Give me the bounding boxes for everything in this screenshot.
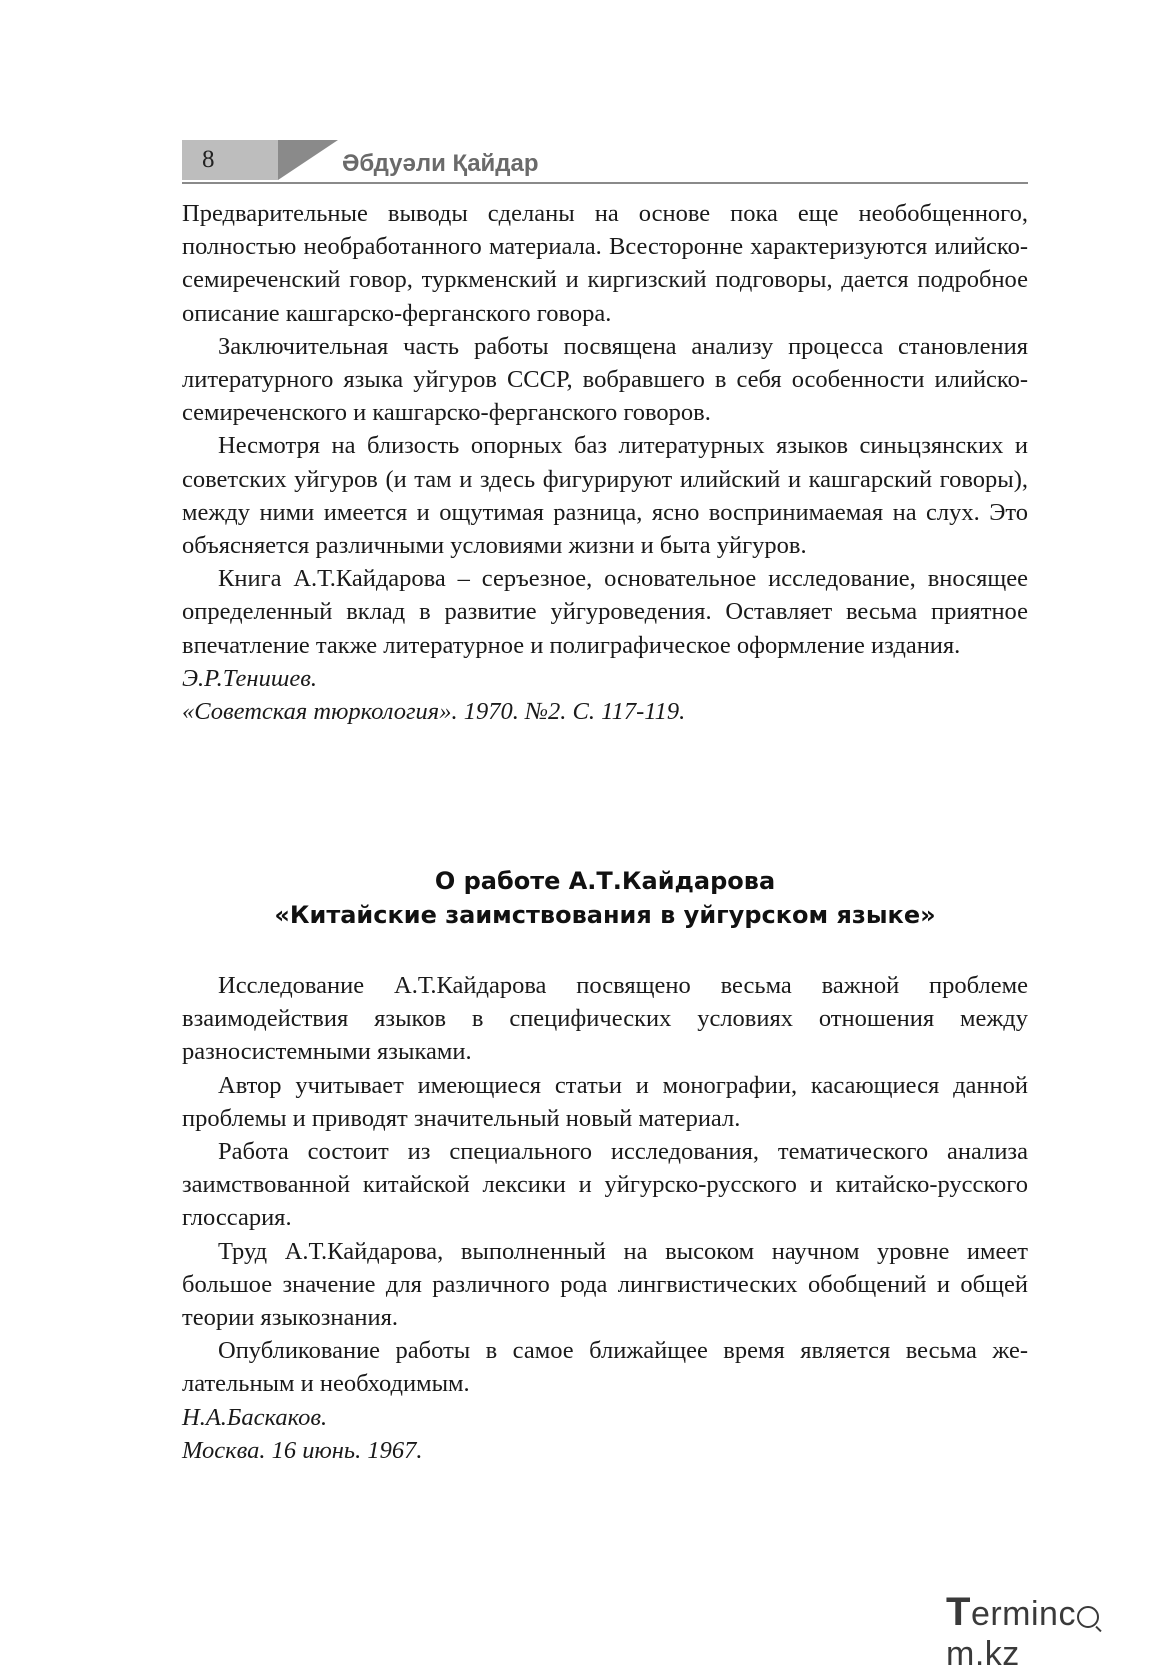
review-baskakov [182, 969, 1028, 1467]
signature-source: «Советская тюркология». 1970. №2. С. 117-119. [182, 698, 686, 726]
paragraph: Опубликование работы в самое ближайщее время является весьма желательным и необходимым. [182, 1337, 1028, 1398]
header-triangle [278, 140, 338, 180]
paragraph: Несмотря на близость опорных баз литературных языков синьцзянских и советских уйгуров (и там и здесь фигурируют илийский и кашгарский говоры), между ними имеется и ощутимая разница, ясно воспринимаемая на слух. Это объясняется различными условиями жизни и быта уйгуров. [182, 432, 1028, 560]
running-header [182, 140, 1028, 188]
magnifier-icon [1077, 1606, 1099, 1628]
signature-place-date: Москва. 16 июнь. 1967. [182, 1436, 423, 1464]
paragraph: Труд А.Т.Кайдарова, выполненный на высоком научном уровне имеет большое значение для различного рода лингвистических обобщений и общей теории языкознания. [182, 1237, 1028, 1332]
signature-name: Н.А.Баскаков. [182, 1403, 328, 1431]
section-title [182, 864, 1028, 932]
paragraph: Книга А.Т.Кайдарова – серъезное, основательное исследование, вносящее определенный вклад в развитие уйгуроведения. Оставляет весьма приятное впечатление также литературное и полиграфическое оформление издания. [182, 565, 1028, 659]
paragraph: Работа состоит из специального исследования, тематического анализа заимствованной китайской лексики и уйгурско-русского и китайско-русского глоссария. [182, 1138, 1028, 1232]
paragraph: Заключительная часть работы посвящена анализу процесса становления литературного языка уйгуров СССР, вобравшего в себя особенности илийско-семиреченского и кашгарско-ферганского говоров. [182, 332, 1028, 427]
section-title-line1: О работе А.Т.Кайдарова [434, 867, 776, 895]
paragraph: Автор учитывает имеющиеся статьи и монографии, касающиеся данной проблемы и приводят значительный новый материал. [182, 1071, 1028, 1132]
header-tab [182, 140, 278, 180]
paragraph: Исследование А.Т.Кайдарова посвящено весьма важной проблеме взаимодействия языков в специфических условиях отношения между разносистемными языками. [182, 972, 1028, 1066]
header-rule [182, 182, 1028, 184]
page-number: 8 [202, 146, 215, 173]
watermark-logo: Termincm.kz [946, 1590, 1158, 1674]
paragraph: Предварительные выводы сделаны на основе пока еще необобщенного, полностью необработанного материала. Всесторонне характеризуются илийско-семиреченский говор, туркменский и киргизский подговоры, дается подробное описание кашгарско-ферганского говора. [182, 200, 1028, 327]
signature-name: Э.Р.Тенишев. [182, 664, 317, 692]
section-title-line2: «Китайские заимствования в уйгурском языке» [274, 901, 936, 929]
header-author: Әбдуәли Қайдар [342, 150, 539, 177]
review-tenishev [182, 197, 1028, 728]
